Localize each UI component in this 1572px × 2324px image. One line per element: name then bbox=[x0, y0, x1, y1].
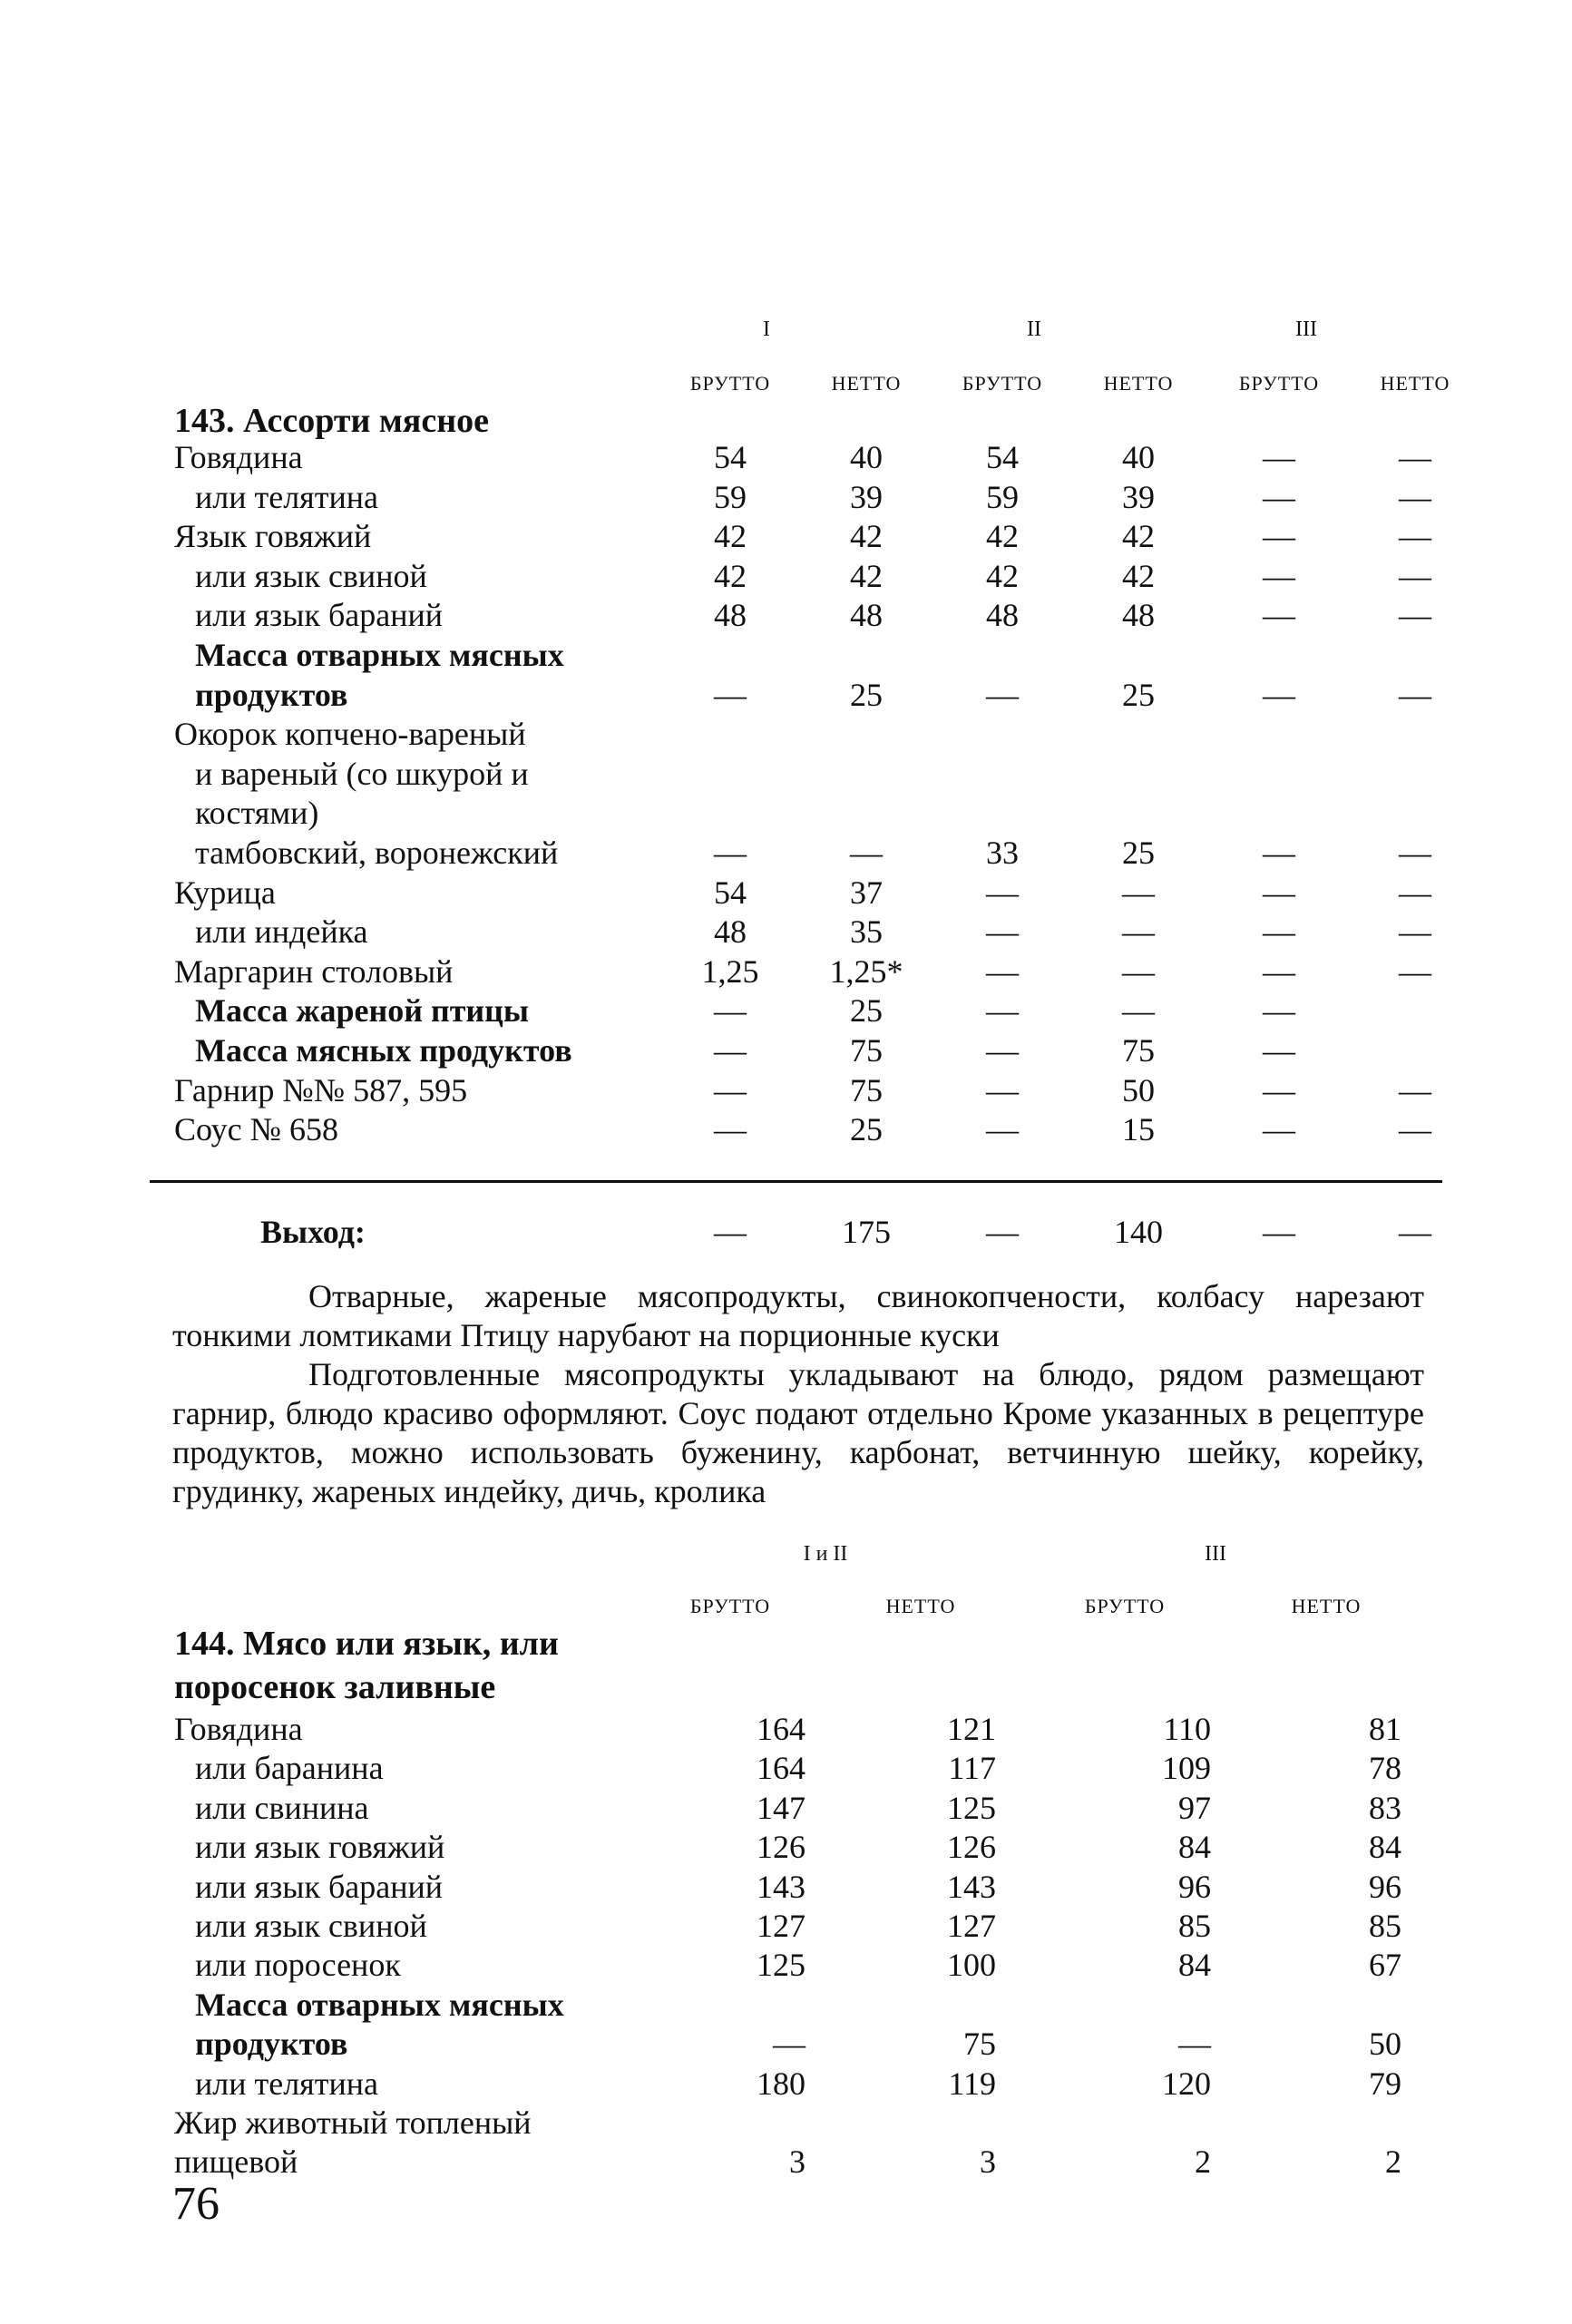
table-row bbox=[0, 1945, 1572, 1985]
quantity-cell: — bbox=[1263, 518, 1295, 555]
quantity-cell: 25 bbox=[1122, 676, 1155, 713]
group-header-2: II bbox=[1027, 317, 1041, 341]
quantity-cell: 1,25* bbox=[829, 952, 903, 990]
col-header-netto: НЕТТО bbox=[831, 372, 902, 395]
output-value: 140 bbox=[1114, 1214, 1163, 1250]
group-header-3: III bbox=[1205, 1542, 1226, 1566]
output-value: — bbox=[1263, 1214, 1295, 1250]
col-header-netto: НЕТТО bbox=[1291, 1595, 1362, 1617]
quantity-cell: 75 bbox=[850, 1032, 883, 1069]
quantity-cell: 85 bbox=[1178, 1908, 1211, 1944]
recipe-title: 143. Ассорти мясное bbox=[174, 402, 489, 440]
quantity-cell: — bbox=[1399, 952, 1431, 990]
ingredient-label: или индейка bbox=[195, 913, 368, 951]
quantity-cell: — bbox=[1399, 835, 1431, 871]
table-row bbox=[0, 912, 1572, 952]
quantity-cell: 48 bbox=[714, 913, 747, 951]
quantity-cell: 125 bbox=[757, 1947, 806, 1984]
table-row bbox=[0, 2103, 1572, 2143]
quantity-cell: — bbox=[986, 913, 1019, 951]
quantity-cell: — bbox=[714, 992, 747, 1030]
table-row bbox=[0, 675, 1572, 715]
ingredient-label: Масса мясных продуктов bbox=[195, 1032, 572, 1069]
output-label: Выход: bbox=[260, 1214, 366, 1250]
recipe-title: поросенок заливные bbox=[174, 1668, 496, 1706]
ingredient-label: Масса отварных мясных bbox=[195, 1986, 564, 2023]
quantity-cell: — bbox=[1263, 478, 1295, 515]
quantity-cell: 67 bbox=[1369, 1947, 1401, 1984]
table-row bbox=[0, 952, 1572, 991]
ingredient-label: Говядина bbox=[174, 1711, 303, 1747]
table-row bbox=[0, 1867, 1572, 1907]
group-header-1-2: I и II bbox=[803, 1542, 848, 1566]
quantity-cell: — bbox=[1263, 874, 1295, 911]
quantity-cell: 164 bbox=[757, 1750, 806, 1787]
ingredient-label: или язык свиной bbox=[195, 557, 427, 594]
quantity-cell: — bbox=[1399, 597, 1431, 634]
quantity-cell: — bbox=[1122, 874, 1155, 911]
output-row bbox=[0, 1212, 1572, 1252]
quantity-cell: 25 bbox=[850, 992, 883, 1030]
quantity-cell: — bbox=[1399, 557, 1431, 594]
ingredient-label: тамбовский, воронежский bbox=[195, 835, 559, 871]
quantity-cell: — bbox=[986, 1071, 1019, 1108]
table-row bbox=[0, 1030, 1572, 1070]
quantity-cell: 117 bbox=[948, 1750, 996, 1787]
ingredient-label: Маргарин столовый bbox=[174, 952, 454, 990]
quantity-cell: — bbox=[1263, 1032, 1295, 1069]
quantity-cell: 109 bbox=[1162, 1750, 1211, 1787]
quantity-cell: — bbox=[986, 992, 1019, 1030]
divider-line bbox=[150, 1180, 1442, 1183]
quantity-cell: — bbox=[1178, 2026, 1211, 2063]
table-row bbox=[0, 714, 1572, 754]
ingredient-label: или язык говяжий bbox=[195, 1829, 445, 1866]
ingredient-label: пищевой bbox=[174, 2143, 298, 2181]
paragraph: Отварные, жареные мясопродукты, свинокопчености, колбасу нарезают тонкими ломтиками Птицу нарубают на порционные куски bbox=[172, 1278, 1424, 1353]
ingredient-label: Курица bbox=[174, 874, 276, 911]
quantity-cell: 48 bbox=[1122, 597, 1155, 634]
quantity-cell: 37 bbox=[850, 874, 883, 911]
ingredient-label: или телятина bbox=[195, 2065, 378, 2102]
quantity-cell: 42 bbox=[1122, 557, 1155, 594]
ingredient-label: или язык бараний bbox=[195, 1868, 444, 1905]
quantity-cell: — bbox=[1263, 992, 1295, 1030]
quantity-cell: 42 bbox=[714, 518, 747, 555]
paragraph: Подготовленные мясопродукты укладывают на блюдо, рядом размещают гарнир, блюдо красиво оформляют. Соус подают отдельно Кроме указанных в рецептуре продуктов, можно использовать буженину, карбонат, ветчинную шейку, корейку, грудинку, жареных индейку, дичь, кролика bbox=[172, 1356, 1424, 1509]
quantity-cell: 84 bbox=[1178, 1829, 1211, 1866]
quantity-cell: 25 bbox=[1122, 835, 1155, 871]
quantity-cell: — bbox=[1263, 1111, 1295, 1148]
ingredient-label: или баранина bbox=[195, 1750, 384, 1787]
output-value: — bbox=[986, 1214, 1019, 1250]
quantity-cell: 50 bbox=[1122, 1071, 1155, 1108]
quantity-cell: 42 bbox=[850, 518, 883, 555]
quantity-cell: 59 bbox=[714, 478, 747, 515]
ingredient-label: Масса отварных мясных bbox=[195, 637, 564, 673]
quantity-cell: 75 bbox=[1122, 1032, 1155, 1069]
quantity-cell: 35 bbox=[850, 913, 883, 951]
quantity-cell: 79 bbox=[1369, 2065, 1401, 2102]
table-row bbox=[0, 1788, 1572, 1828]
output-value: — bbox=[714, 1214, 747, 1250]
col-header-brutto: БРУТТО bbox=[1084, 1595, 1166, 1617]
quantity-cell: — bbox=[1399, 913, 1431, 951]
quantity-cell: 127 bbox=[757, 1908, 806, 1944]
quantity-cell: 50 bbox=[1369, 2026, 1401, 2063]
quantity-cell: — bbox=[986, 1032, 1019, 1069]
table-row bbox=[0, 1709, 1572, 1749]
quantity-cell: 83 bbox=[1369, 1789, 1401, 1826]
quantity-cell: — bbox=[1399, 478, 1431, 515]
quantity-cell: 119 bbox=[948, 2065, 996, 2102]
quantity-cell: — bbox=[1399, 874, 1431, 911]
quantity-cell: — bbox=[1399, 676, 1431, 713]
quantity-cell: — bbox=[1399, 518, 1431, 555]
quantity-cell: 42 bbox=[986, 557, 1019, 594]
table-row bbox=[0, 1985, 1572, 2025]
quantity-cell: 75 bbox=[963, 2026, 996, 2063]
quantity-cell: — bbox=[1263, 439, 1295, 475]
table-row bbox=[0, 516, 1572, 556]
quantity-cell: 143 bbox=[757, 1868, 806, 1905]
col-header-netto: НЕТТО bbox=[885, 1595, 956, 1617]
quantity-cell: 39 bbox=[850, 478, 883, 515]
description-text bbox=[172, 1277, 1424, 1511]
table-row bbox=[0, 793, 1572, 833]
quantity-cell: 81 bbox=[1369, 1711, 1401, 1747]
quantity-cell: 126 bbox=[947, 1829, 996, 1866]
quantity-cell: 3 bbox=[980, 2143, 996, 2181]
output-value: — bbox=[1399, 1214, 1431, 1250]
quantity-cell: — bbox=[1122, 992, 1155, 1030]
quantity-cell: 120 bbox=[1162, 2065, 1211, 2102]
quantity-cell: 48 bbox=[986, 597, 1019, 634]
table-row bbox=[0, 2142, 1572, 2182]
quantity-cell: — bbox=[1263, 676, 1295, 713]
quantity-cell: 2 bbox=[1385, 2143, 1401, 2181]
quantity-cell: 75 bbox=[850, 1071, 883, 1108]
ingredient-label: Масса жареной птицы bbox=[195, 992, 529, 1030]
quantity-cell: — bbox=[1263, 1071, 1295, 1108]
quantity-cell: 25 bbox=[850, 676, 883, 713]
quantity-cell: 100 bbox=[947, 1947, 996, 1984]
quantity-cell: 84 bbox=[1369, 1829, 1401, 1866]
table-row bbox=[0, 991, 1572, 1030]
quantity-cell: — bbox=[986, 874, 1019, 911]
ingredient-label: Гарнир №№ 587, 595 bbox=[174, 1071, 468, 1108]
table-row bbox=[0, 556, 1572, 596]
table-row bbox=[0, 1109, 1572, 1149]
table-row bbox=[0, 1070, 1572, 1110]
ingredient-label: Окорок копчено-вареный bbox=[174, 716, 526, 753]
quantity-cell: 1,25 bbox=[701, 952, 759, 990]
quantity-cell: 48 bbox=[850, 597, 883, 634]
ingredient-label: и вареный (со шкурой и bbox=[195, 755, 529, 792]
ingredient-label: продуктов bbox=[195, 2026, 348, 2063]
quantity-cell: — bbox=[714, 1032, 747, 1069]
quantity-cell: 33 bbox=[986, 835, 1019, 871]
quantity-cell: 54 bbox=[714, 874, 747, 911]
quantity-cell: — bbox=[986, 1111, 1019, 1148]
quantity-cell: 125 bbox=[947, 1789, 996, 1826]
quantity-cell: 97 bbox=[1178, 1789, 1211, 1826]
col-header-brutto: БРУТТО bbox=[689, 1595, 771, 1617]
table-row bbox=[0, 833, 1572, 873]
ingredient-label: Говядина bbox=[174, 439, 303, 475]
quantity-cell: 78 bbox=[1369, 1750, 1401, 1787]
quantity-cell: 164 bbox=[757, 1711, 806, 1747]
table-row bbox=[0, 1827, 1572, 1867]
quantity-cell: 2 bbox=[1195, 2143, 1211, 2181]
quantity-cell: — bbox=[850, 835, 883, 871]
col-header-netto: НЕТТО bbox=[1380, 372, 1450, 395]
col-header-brutto: БРУТТО bbox=[1238, 372, 1320, 395]
quantity-cell: — bbox=[986, 676, 1019, 713]
quantity-cell: 180 bbox=[757, 2065, 806, 2102]
table-row bbox=[0, 595, 1572, 635]
quantity-cell: 110 bbox=[1163, 1711, 1211, 1747]
table-row bbox=[0, 1748, 1572, 1788]
table-row bbox=[0, 754, 1572, 794]
quantity-cell: — bbox=[714, 1111, 747, 1148]
quantity-cell: — bbox=[1263, 597, 1295, 634]
quantity-cell: 84 bbox=[1178, 1947, 1211, 1984]
ingredient-label: продуктов bbox=[195, 676, 348, 713]
ingredient-label: Язык говяжий bbox=[174, 518, 372, 555]
quantity-cell: 54 bbox=[714, 439, 747, 475]
col-header-brutto: БРУТТО bbox=[689, 372, 771, 395]
table-row bbox=[0, 2064, 1572, 2104]
ingredient-label: или язык бараний bbox=[195, 597, 444, 634]
ingredient-label: Жир животный топленый bbox=[174, 2104, 532, 2141]
quantity-cell: 96 bbox=[1178, 1868, 1211, 1905]
table-row bbox=[0, 477, 1572, 517]
ingredient-label: Соус № 658 bbox=[174, 1111, 338, 1148]
quantity-cell: 48 bbox=[714, 597, 747, 634]
output-value: 175 bbox=[842, 1214, 891, 1250]
quantity-cell: 127 bbox=[947, 1908, 996, 1944]
quantity-cell: 143 bbox=[947, 1868, 996, 1905]
quantity-cell: 40 bbox=[850, 439, 883, 475]
page-number: 76 bbox=[172, 2178, 220, 2230]
quantity-cell: — bbox=[1263, 913, 1295, 951]
quantity-cell: — bbox=[1399, 439, 1431, 475]
quantity-cell: — bbox=[1263, 557, 1295, 594]
table-row bbox=[0, 2024, 1572, 2064]
group-header-3: III bbox=[1295, 317, 1317, 341]
ingredient-label: костями) bbox=[195, 795, 319, 832]
quantity-cell: 85 bbox=[1369, 1908, 1401, 1944]
col-header-netto: НЕТТО bbox=[1103, 372, 1174, 395]
quantity-cell: 59 bbox=[986, 478, 1019, 515]
quantity-cell: — bbox=[714, 676, 747, 713]
table-row bbox=[0, 873, 1572, 913]
quantity-cell: 25 bbox=[850, 1111, 883, 1148]
ingredient-label: или телятина bbox=[195, 478, 378, 515]
quantity-cell: — bbox=[1122, 913, 1155, 951]
quantity-cell: 121 bbox=[947, 1711, 996, 1747]
quantity-cell: — bbox=[1399, 1071, 1431, 1108]
quantity-cell: — bbox=[1263, 835, 1295, 871]
quantity-cell: 15 bbox=[1122, 1111, 1155, 1148]
quantity-cell: 42 bbox=[714, 557, 747, 594]
table-row bbox=[0, 437, 1572, 477]
quantity-cell: 126 bbox=[757, 1829, 806, 1866]
quantity-cell: 42 bbox=[986, 518, 1019, 555]
quantity-cell: — bbox=[1399, 1111, 1431, 1148]
quantity-cell: 147 bbox=[757, 1789, 806, 1826]
table-row bbox=[0, 635, 1572, 675]
col-header-brutto: БРУТТО bbox=[962, 372, 1043, 395]
quantity-cell: 40 bbox=[1122, 439, 1155, 475]
table-row bbox=[0, 1906, 1572, 1946]
ingredient-label: или язык свиной bbox=[195, 1908, 427, 1944]
quantity-cell: — bbox=[714, 835, 747, 871]
quantity-cell: — bbox=[1263, 952, 1295, 990]
quantity-cell: 42 bbox=[1122, 518, 1155, 555]
quantity-cell: 54 bbox=[986, 439, 1019, 475]
quantity-cell: — bbox=[986, 952, 1019, 990]
quantity-cell: — bbox=[1122, 952, 1155, 990]
quantity-cell: 39 bbox=[1122, 478, 1155, 515]
ingredient-label: или свинина bbox=[195, 1789, 369, 1826]
quantity-cell: — bbox=[714, 1071, 747, 1108]
quantity-cell: 3 bbox=[789, 2143, 806, 2181]
recipe-title: 144. Мясо или язык, или bbox=[174, 1625, 559, 1663]
quantity-cell: — bbox=[773, 2026, 806, 2063]
ingredient-label: или поросенок bbox=[195, 1947, 401, 1984]
group-header-1: I bbox=[763, 317, 770, 341]
quantity-cell: 96 bbox=[1369, 1868, 1401, 1905]
quantity-cell: 42 bbox=[850, 557, 883, 594]
